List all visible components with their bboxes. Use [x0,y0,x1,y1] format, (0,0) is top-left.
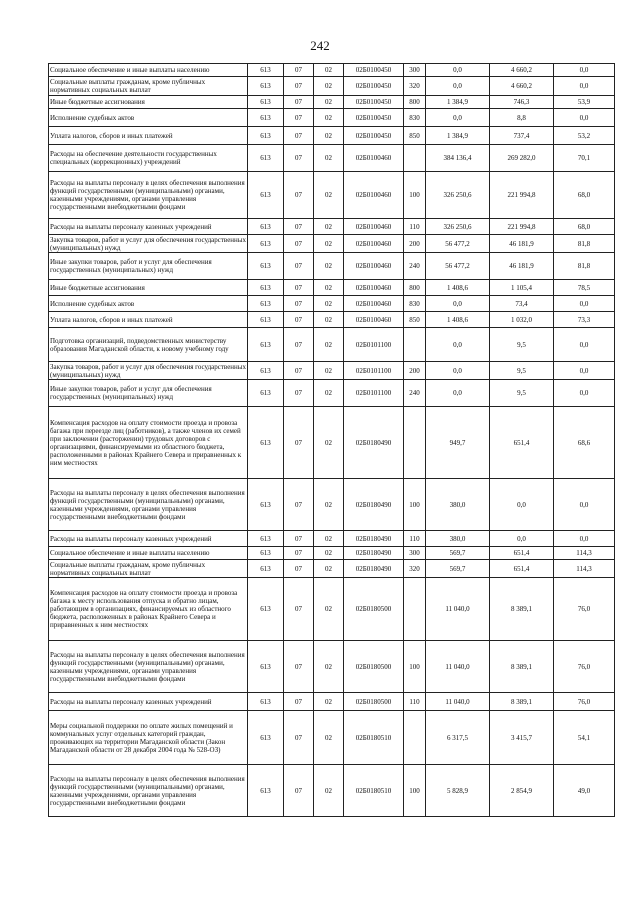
row-planned-amount: 0,0 [426,328,490,362]
row-planned-amount: 56 477,2 [426,253,490,280]
row-target-article-code: 02Б0101100 [344,328,404,362]
table-row [49,253,615,280]
row-subsection-code: 02 [314,296,344,312]
row-section-code: 07 [284,641,314,693]
row-ministry-code: 613 [248,280,284,296]
row-planned-amount: 1 408,6 [426,280,490,296]
row-planned-amount: 11 040,0 [426,641,490,693]
row-name: Расходы на выплаты персоналу в целях обеспечения выполнения функций государственными (муниципальными) органами, казенными учреждениями, органами управления государственными внебюджетными фондами [49,641,248,693]
row-subsection-code: 02 [314,693,344,711]
row-section-code: 07 [284,235,314,253]
row-section-code: 07 [284,219,314,235]
row-section-code: 07 [284,479,314,531]
row-subsection-code: 02 [314,145,344,172]
row-target-article-code: 02Б0180490 [344,560,404,578]
row-executed-amount: 746,3 [490,96,554,109]
row-executed-amount: 2 854,9 [490,765,554,817]
row-ministry-code: 613 [248,109,284,127]
row-execution-percent: 114,3 [554,560,615,578]
row-section-code: 07 [284,145,314,172]
row-subsection-code: 02 [314,253,344,280]
row-name: Расходы на выплаты персоналу казенных учреждений [49,693,248,711]
row-section-code: 07 [284,96,314,109]
table-row [49,280,615,296]
row-planned-amount: 1 384,9 [426,96,490,109]
table-row [49,77,615,96]
row-ministry-code: 613 [248,172,284,219]
row-planned-amount: 0,0 [426,109,490,127]
row-planned-amount: 0,0 [426,77,490,96]
row-expense-type-code: 200 [404,235,426,253]
row-ministry-code: 613 [248,64,284,77]
row-ministry-code: 613 [248,380,284,407]
row-section-code: 07 [284,765,314,817]
row-planned-amount: 6 317,5 [426,711,490,765]
row-execution-percent: 49,0 [554,765,615,817]
row-ministry-code: 613 [248,77,284,96]
row-section-code: 07 [284,109,314,127]
row-executed-amount: 0,0 [490,531,554,547]
table-row [49,380,615,407]
row-expense-type-code: 320 [404,560,426,578]
row-expense-type-code: 850 [404,312,426,328]
row-execution-percent: 0,0 [554,362,615,380]
row-name: Расходы на выплаты персоналу казенных учреждений [49,219,248,235]
row-subsection-code: 02 [314,312,344,328]
row-name: Компенсация расходов на оплату стоимости проезда и провоза багажа к месту использования отпуска и обратно лицам, работающим в организациях, финансируемых из областного бюджета, расположенных в районах Крайнего Севера и приравненных к ним местностях [49,578,248,641]
row-target-article-code: 02Б0180490 [344,407,404,479]
row-target-article-code: 02Б0100450 [344,96,404,109]
row-subsection-code: 02 [314,641,344,693]
row-target-article-code: 02Б0180500 [344,641,404,693]
row-name: Компенсация расходов на оплату стоимости проезда и провоза багажа при переезде лиц (работников), а также членов их семей при заключении (расторжении) трудовых договоров с организациями, финансируемыми из областного бюджета, расположенными в районах Крайнего Севера и приравненных к ним местностях [49,407,248,479]
row-subsection-code: 02 [314,109,344,127]
row-subsection-code: 02 [314,479,344,531]
row-name: Расходы на выплаты персоналу в целях обеспечения выполнения функций государственными (муниципальными) органами, казенными учреждениями, органами управления государственными внебюджетными фондами [49,765,248,817]
row-name: Расходы на выплаты персоналу в целях обеспечения выполнения функций государственными (муниципальными) органами, казенными учреждениями, органами управления государственными внебюджетными фондами [49,479,248,531]
row-expense-type-code: 110 [404,219,426,235]
row-target-article-code: 02Б0100450 [344,127,404,145]
row-target-article-code: 02Б0180500 [344,578,404,641]
row-target-article-code: 02Б0100460 [344,312,404,328]
row-execution-percent: 81,8 [554,235,615,253]
row-target-article-code: 02Б0100450 [344,77,404,96]
row-execution-percent: 114,3 [554,547,615,560]
table-row [49,109,615,127]
row-ministry-code: 613 [248,479,284,531]
row-execution-percent: 78,5 [554,280,615,296]
row-name: Уплата налогов, сборов и иных платежей [49,312,248,328]
row-ministry-code: 613 [248,127,284,145]
row-target-article-code: 02Б0180510 [344,765,404,817]
row-execution-percent: 76,0 [554,693,615,711]
row-planned-amount: 326 250,6 [426,172,490,219]
row-ministry-code: 613 [248,641,284,693]
row-ministry-code: 613 [248,547,284,560]
row-ministry-code: 613 [248,711,284,765]
row-executed-amount: 3 415,7 [490,711,554,765]
row-ministry-code: 613 [248,145,284,172]
table-row [49,219,615,235]
row-expense-type-code [404,711,426,765]
table-row [49,693,615,711]
row-execution-percent: 0,0 [554,77,615,96]
row-target-article-code: 02Б0100460 [344,235,404,253]
row-ministry-code: 613 [248,560,284,578]
row-ministry-code: 613 [248,296,284,312]
row-ministry-code: 613 [248,235,284,253]
row-planned-amount: 11 040,0 [426,578,490,641]
row-expense-type-code: 200 [404,362,426,380]
row-subsection-code: 02 [314,328,344,362]
row-execution-percent: 0,0 [554,479,615,531]
table-row [49,765,615,817]
row-subsection-code: 02 [314,765,344,817]
row-section-code: 07 [284,64,314,77]
row-name: Иные бюджетные ассигнования [49,280,248,296]
row-expense-type-code [404,145,426,172]
row-planned-amount: 56 477,2 [426,235,490,253]
row-executed-amount: 4 660,2 [490,64,554,77]
row-expense-type-code [404,328,426,362]
row-executed-amount: 651,4 [490,547,554,560]
row-subsection-code: 02 [314,560,344,578]
row-executed-amount: 1 032,0 [490,312,554,328]
row-section-code: 07 [284,172,314,219]
row-execution-percent: 68,0 [554,219,615,235]
row-execution-percent: 68,6 [554,407,615,479]
row-ministry-code: 613 [248,407,284,479]
row-planned-amount: 0,0 [426,380,490,407]
row-execution-percent: 0,0 [554,296,615,312]
table-row [49,145,615,172]
row-expense-type-code: 100 [404,479,426,531]
row-executed-amount: 221 994,8 [490,219,554,235]
table-row [49,641,615,693]
table-row [49,64,615,77]
row-expense-type-code: 240 [404,380,426,407]
row-ministry-code: 613 [248,578,284,641]
table-row [49,96,615,109]
row-section-code: 07 [284,296,314,312]
row-expense-type-code: 800 [404,96,426,109]
row-executed-amount: 269 282,0 [490,145,554,172]
row-expense-type-code: 110 [404,531,426,547]
row-executed-amount: 46 181,9 [490,253,554,280]
row-name: Исполнение судебных актов [49,109,248,127]
row-ministry-code: 613 [248,219,284,235]
row-target-article-code: 02Б0100460 [344,280,404,296]
row-subsection-code: 02 [314,127,344,145]
table-row [49,560,615,578]
table-row [49,531,615,547]
row-section-code: 07 [284,127,314,145]
row-executed-amount: 737,4 [490,127,554,145]
row-name: Закупка товаров, работ и услуг для обеспечения государственных (муниципальных) нужд [50,362,247,379]
row-executed-amount: 221 994,8 [490,172,554,219]
row-planned-amount: 569,7 [426,547,490,560]
row-planned-amount: 380,0 [426,479,490,531]
row-execution-percent: 76,0 [554,641,615,693]
row-target-article-code: 02Б0100460 [344,296,404,312]
row-name: Меры социальной поддержки по оплате жилых помещений и коммунальных услуг отдельных категорий граждан, проживающих на территории Магаданской области (Закон Магаданской области от 28 декабря 2004 года № 528-ОЗ) [49,711,248,765]
row-expense-type-code: 850 [404,127,426,145]
row-name: Расходы на обеспечение деятельности государственных специальных (коррекционных) учреждений [49,145,248,172]
row-subsection-code: 02 [314,407,344,479]
row-ministry-code: 613 [248,96,284,109]
row-executed-amount: 4 660,2 [490,77,554,96]
row-section-code: 07 [284,312,314,328]
row-execution-percent: 54,1 [554,711,615,765]
row-expense-type-code: 240 [404,253,426,280]
row-target-article-code: 02Б0180490 [344,547,404,560]
row-execution-percent: 0,0 [554,380,615,407]
row-ministry-code: 613 [248,693,284,711]
row-name: Социальное обеспечение и иные выплаты населению [49,64,248,77]
table-row [49,362,615,380]
row-section-code: 07 [284,380,314,407]
row-name: Иные закупки товаров, работ и услуг для обеспечения государственных (муниципальных) нужд [49,380,248,407]
table-row [49,711,615,765]
row-section-code: 07 [284,362,314,380]
table-row [49,547,615,560]
row-section-code: 07 [284,693,314,711]
row-target-article-code: 02Б0100460 [344,253,404,280]
row-subsection-code: 02 [314,380,344,407]
table-row [49,328,615,362]
row-section-code: 07 [284,578,314,641]
row-name: Подготовка организаций, подведомственных министерству образования Магаданской области, к новому учебному году [49,328,248,362]
row-expense-type-code: 800 [404,280,426,296]
row-section-code: 07 [284,77,314,96]
row-section-code: 07 [284,560,314,578]
row-execution-percent: 76,0 [554,578,615,641]
row-name: Социальные выплаты гражданам, кроме публичных нормативных социальных выплат [49,560,248,578]
row-executed-amount: 1 105,4 [490,280,554,296]
row-expense-type-code [404,407,426,479]
row-expense-type-code: 300 [404,64,426,77]
row-target-article-code: 02Б0100460 [344,219,404,235]
row-target-article-code: 02Б0100450 [344,64,404,77]
row-execution-percent: 53,2 [554,127,615,145]
row-name: Иные бюджетные ассигнования [49,96,248,109]
table-row [49,578,615,641]
budget-table [48,63,615,817]
row-expense-type-code: 320 [404,77,426,96]
row-target-article-code: 02Б0180490 [344,531,404,547]
row-execution-percent: 68,0 [554,172,615,219]
row-planned-amount: 0,0 [426,362,490,380]
row-executed-amount: 0,0 [490,479,554,531]
row-subsection-code: 02 [314,280,344,296]
table-row [49,312,615,328]
row-subsection-code: 02 [314,77,344,96]
row-section-code: 07 [284,280,314,296]
row-section-code: 07 [284,407,314,479]
row-executed-amount: 651,4 [490,560,554,578]
row-execution-percent: 0,0 [554,531,615,547]
row-expense-type-code: 100 [404,172,426,219]
row-planned-amount: 326 250,6 [426,219,490,235]
table-row [49,479,615,531]
row-subsection-code: 02 [314,362,344,380]
row-ministry-code: 613 [248,765,284,817]
row-expense-type-code: 100 [404,765,426,817]
row-name: Расходы на выплаты персоналу в целях обеспечения выполнения функций государственными (муниципальными) органами, казенными учреждениями, органами управления государственными внебюджетными фондами [49,172,248,219]
row-ministry-code: 613 [248,312,284,328]
row-ministry-code: 613 [248,253,284,280]
row-target-article-code: 02Б0180500 [344,693,404,711]
row-target-article-code: 02Б0180490 [344,479,404,531]
row-expense-type-code: 110 [404,693,426,711]
row-planned-amount: 384 136,4 [426,145,490,172]
row-planned-amount: 0,0 [426,64,490,77]
row-subsection-code: 02 [314,711,344,765]
row-execution-percent: 0,0 [554,64,615,77]
row-executed-amount: 8 389,1 [490,641,554,693]
row-subsection-code: 02 [314,531,344,547]
row-subsection-code: 02 [314,235,344,253]
row-name: Уплата налогов, сборов и иных платежей [49,127,248,145]
row-expense-type-code: 830 [404,296,426,312]
row-expense-type-code: 300 [404,547,426,560]
row-ministry-code: 613 [248,531,284,547]
row-execution-percent: 53,9 [554,96,615,109]
row-target-article-code: 02Б0100460 [344,145,404,172]
row-planned-amount: 1 384,9 [426,127,490,145]
row-subsection-code: 02 [314,547,344,560]
row-section-code: 07 [284,711,314,765]
row-target-article-code: 02Б0101100 [344,380,404,407]
row-execution-percent: 70,1 [554,145,615,172]
row-subsection-code: 02 [314,64,344,77]
row-name: Иные закупки товаров, работ и услуг для обеспечения государственных (муниципальных) нужд [49,253,248,280]
row-ministry-code: 613 [248,328,284,362]
page-number: 242 [310,38,330,53]
row-executed-amount: 651,4 [490,407,554,479]
row-ministry-code: 613 [248,362,284,380]
row-executed-amount: 8 389,1 [490,693,554,711]
row-expense-type-code: 100 [404,641,426,693]
row-executed-amount: 8,8 [490,109,554,127]
row-subsection-code: 02 [314,578,344,641]
row-expense-type-code [404,578,426,641]
row-execution-percent: 0,0 [554,109,615,127]
table-row [49,407,615,479]
row-subsection-code: 02 [314,96,344,109]
row-planned-amount: 380,0 [426,531,490,547]
table-row [49,235,615,253]
row-planned-amount: 569,7 [426,560,490,578]
row-executed-amount: 9,5 [490,380,554,407]
row-name: Социальное обеспечение и иные выплаты населению [49,547,248,560]
row-execution-percent: 81,8 [554,253,615,280]
row-subsection-code: 02 [314,172,344,219]
row-executed-amount: 9,5 [490,328,554,362]
row-section-code: 07 [284,328,314,362]
row-executed-amount: 8 389,1 [490,578,554,641]
row-name: Закупка товаров, работ и услуг для обеспечения государственных (муниципальных) нужд [50,235,247,252]
row-section-code: 07 [284,547,314,560]
row-name: Социальные выплаты гражданам, кроме публичных нормативных социальных выплат [49,77,248,96]
row-target-article-code: 02Б0100450 [344,109,404,127]
row-target-article-code: 02Б0101100 [344,362,404,380]
row-executed-amount: 46 181,9 [490,235,554,253]
row-subsection-code: 02 [314,219,344,235]
row-planned-amount: 949,7 [426,407,490,479]
row-executed-amount: 9,5 [490,362,554,380]
row-section-code: 07 [284,531,314,547]
row-planned-amount: 11 040,0 [426,693,490,711]
row-name: Исполнение судебных актов [49,296,248,312]
row-planned-amount: 0,0 [426,296,490,312]
table-row [49,296,615,312]
table-row [49,127,615,145]
row-planned-amount: 1 408,6 [426,312,490,328]
row-target-article-code: 02Б0100460 [344,172,404,219]
row-section-code: 07 [284,253,314,280]
table-row [49,172,615,219]
row-execution-percent: 0,0 [554,328,615,362]
row-expense-type-code: 830 [404,109,426,127]
row-executed-amount: 73,4 [490,296,554,312]
row-execution-percent: 73,3 [554,312,615,328]
row-target-article-code: 02Б0180510 [344,711,404,765]
row-planned-amount: 5 828,9 [426,765,490,817]
row-name: Расходы на выплаты персоналу казенных учреждений [49,531,248,547]
